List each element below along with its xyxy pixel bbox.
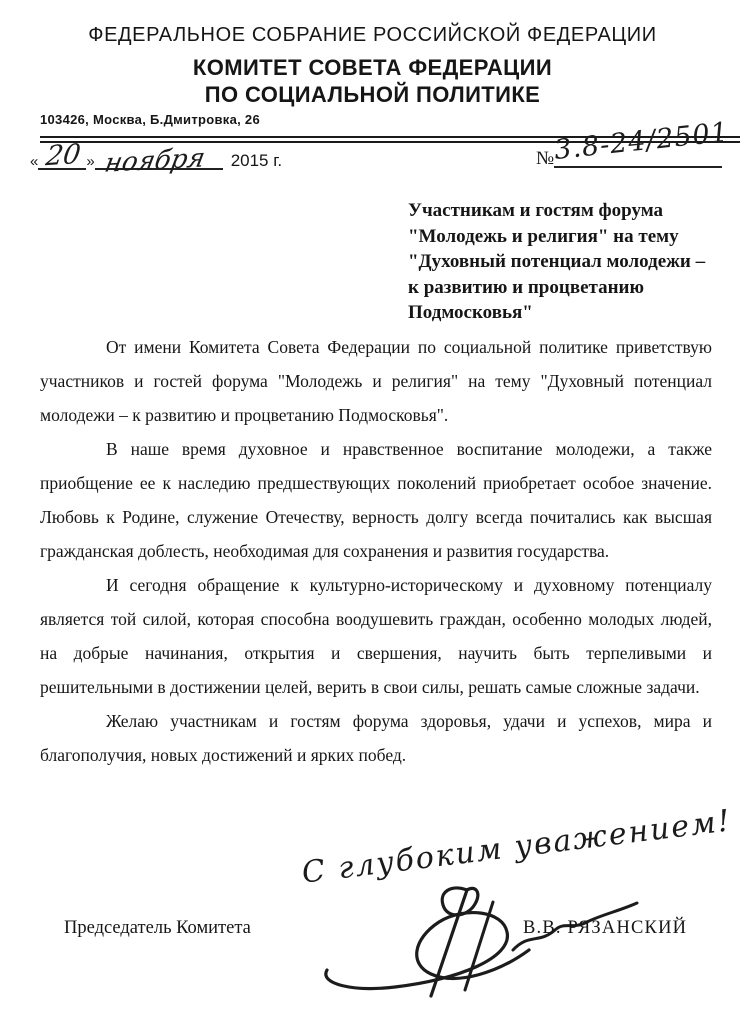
number-blank xyxy=(552,116,731,168)
date-line xyxy=(30,138,283,179)
committee-name-line2: ПО СОЦИАЛЬНОЙ ПОЛИТИКЕ xyxy=(204,82,541,107)
signature-scribble xyxy=(315,878,645,1003)
date-day-blank xyxy=(38,138,86,173)
body-paragraph: От имени Комитета Совета Федерации по социальной политике приветствую участников и гостей форума "Молодежь и религия" на тему "Духовный потенциал молодежи – к развитию и процветанию Подмосковья". xyxy=(40,337,712,425)
close-quote: » xyxy=(86,153,95,170)
date-month-blank xyxy=(95,143,223,179)
handwritten-month: ноября xyxy=(101,143,208,179)
addressee-line: "Молодежь и религия" на тему xyxy=(408,225,679,247)
open-quote: « xyxy=(30,153,39,170)
document-number-line xyxy=(536,116,731,170)
addressee-line: Подмосковья" xyxy=(408,302,533,323)
signer-name: В.В. РЯЗАНСКИЙ xyxy=(523,918,688,938)
handwritten-number: 3.8-24/2501 xyxy=(552,116,731,166)
addressee-line: к развитию и процветанию xyxy=(408,276,644,298)
committee-name-line1: КОМИТЕТ СОВЕТА ФЕДЕРАЦИИ xyxy=(192,55,553,80)
letterhead xyxy=(0,24,745,108)
addressee-line: Участникам и гостям форума xyxy=(408,200,664,221)
body-paragraph: В наше время духовное и нравственное воспитание молодежи, а также приобщение ее к наследию предшествующих поколений приобретает особое значение. Любовь к Родине, служение Отечеству, верность долгу всегда почитались как высшая гражданская доблесть, необходимая для сохранения и развития государства. xyxy=(40,439,712,561)
addressee-line: "Духовный потенциал молодежи – xyxy=(408,251,706,272)
handwritten-closing-note: С глубоким уважением! xyxy=(300,803,734,891)
signer-title: Председатель Комитета xyxy=(64,918,251,938)
printed-year: 2015 г. xyxy=(230,151,283,170)
addressee-block xyxy=(408,198,728,326)
letter-body xyxy=(40,330,712,772)
body-paragraph: И сегодня обращение к культурно-историческому и духовному потенциалу является той силой, которая способна воодушевить граждан, особенно молодых людей, на добрые начинания, открытия и свершения, научить быть терпеливыми и решительными в достижении целей, верить в свои силы, решать самые сложные задачи. xyxy=(40,575,712,697)
parliament-name: ФЕДЕРАЛЬНОЕ СОБРАНИЕ РОССИЙСКОЙ ФЕДЕРАЦИИ xyxy=(88,24,657,46)
handwritten-day: 20 xyxy=(44,138,83,173)
letterhead-address: 103426, Москва, Б.Дмитровка, 26 xyxy=(40,112,260,127)
body-paragraph: Желаю участникам и гостям форума здоровья, удачи и успехов, мира и благополучия, новых достижений и ярких побед. xyxy=(40,711,712,765)
number-sign-label: № xyxy=(536,148,555,169)
